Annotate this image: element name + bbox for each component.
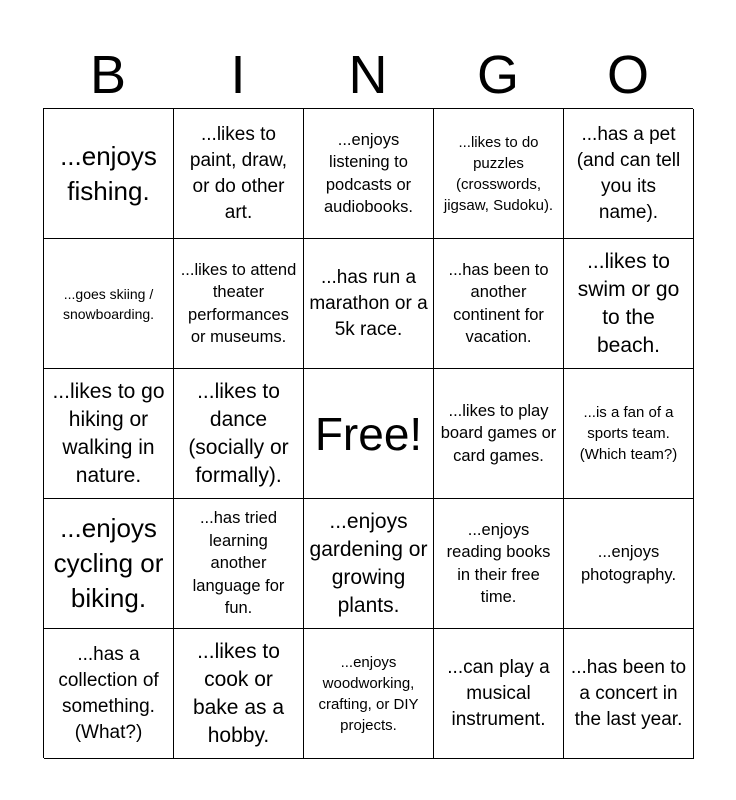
bingo-cell[interactable] <box>434 239 564 369</box>
bingo-cell[interactable] <box>564 369 694 499</box>
bingo-cell[interactable] <box>304 629 434 759</box>
cell-text: ...likes to go hiking or walking in nature. <box>52 379 165 487</box>
bingo-cell[interactable] <box>44 239 174 369</box>
bingo-cell[interactable] <box>564 499 694 629</box>
bingo-cell[interactable] <box>174 629 304 759</box>
cell-text: ...can play a musical instrument. <box>447 656 550 730</box>
header-letter-n: N <box>348 45 388 105</box>
header-letter-g: G <box>476 45 519 105</box>
cell-text: ...likes to do puzzles (crosswords, jigsaw, Sudoku). <box>443 133 554 214</box>
free-space-label: Free! <box>314 407 423 460</box>
bingo-cell[interactable] <box>564 109 694 239</box>
cell-text: ...enjoys gardening or growing plants. <box>309 509 428 617</box>
cell-text: ...likes to dance (socially or formally). <box>188 379 289 487</box>
header-letter-i: I <box>230 45 246 105</box>
cell-text: ...enjoys fishing. <box>60 140 157 206</box>
bingo-cell[interactable] <box>434 369 564 499</box>
bingo-cell[interactable] <box>174 369 304 499</box>
header-letter-b: B <box>89 45 127 105</box>
bingo-cell[interactable] <box>564 629 694 759</box>
bingo-cell[interactable] <box>304 499 434 629</box>
cell-text: ...has run a marathon or a 5k race. <box>309 266 428 340</box>
bingo-cell[interactable] <box>174 109 304 239</box>
header-letter-o: O <box>606 45 649 105</box>
bingo-cell[interactable] <box>564 239 694 369</box>
free-space-cell[interactable] <box>304 369 434 499</box>
cell-text: ...enjoys cycling or biking. <box>53 513 164 613</box>
cell-text: ...has been to a concert in the last year. <box>570 656 687 730</box>
bingo-cell[interactable] <box>174 239 304 369</box>
cell-text: ...likes to cook or bake as a hobby. <box>192 639 285 747</box>
cell-text: ...enjoys listening to podcasts or audiobooks. <box>324 130 413 216</box>
bingo-cell[interactable] <box>44 109 174 239</box>
cell-text: ...likes to attend theater performances or museums. <box>180 260 297 346</box>
bingo-cell[interactable] <box>434 109 564 239</box>
bingo-cell[interactable] <box>304 239 434 369</box>
cell-text: ...likes to paint, draw, or do other art. <box>189 123 288 223</box>
bingo-cell[interactable] <box>434 499 564 629</box>
cell-text: ...has tried learning another language for fun. <box>192 509 285 618</box>
bingo-cell[interactable] <box>304 109 434 239</box>
bingo-cell[interactable] <box>44 499 174 629</box>
cell-text: ...likes to swim or go to the beach. <box>577 249 680 357</box>
cell-text: ...has been to another continent for vacation. <box>448 260 549 346</box>
bingo-cell[interactable] <box>434 629 564 759</box>
cell-text: ...enjoys photography. <box>580 543 677 584</box>
cell-text: ...goes skiing / snowboarding. <box>62 285 155 322</box>
cell-text: ...enjoys woodworking, crafting, or DIY projects. <box>318 653 419 734</box>
bingo-header <box>43 42 693 108</box>
cell-text: ...is a fan of a sports team. (Which team?) <box>579 404 678 463</box>
bingo-cell[interactable] <box>44 629 174 759</box>
bingo-cell[interactable] <box>44 369 174 499</box>
cell-text: ...likes to play board games or card games. <box>440 401 557 465</box>
bingo-cell[interactable] <box>174 499 304 629</box>
cell-text: ...enjoys reading books in their free time. <box>446 520 551 606</box>
cell-text: ...has a collection of something. (What?) <box>58 643 159 743</box>
cell-text: ...has a pet (and can tell you its name). <box>576 123 681 223</box>
bingo-grid <box>43 108 693 758</box>
